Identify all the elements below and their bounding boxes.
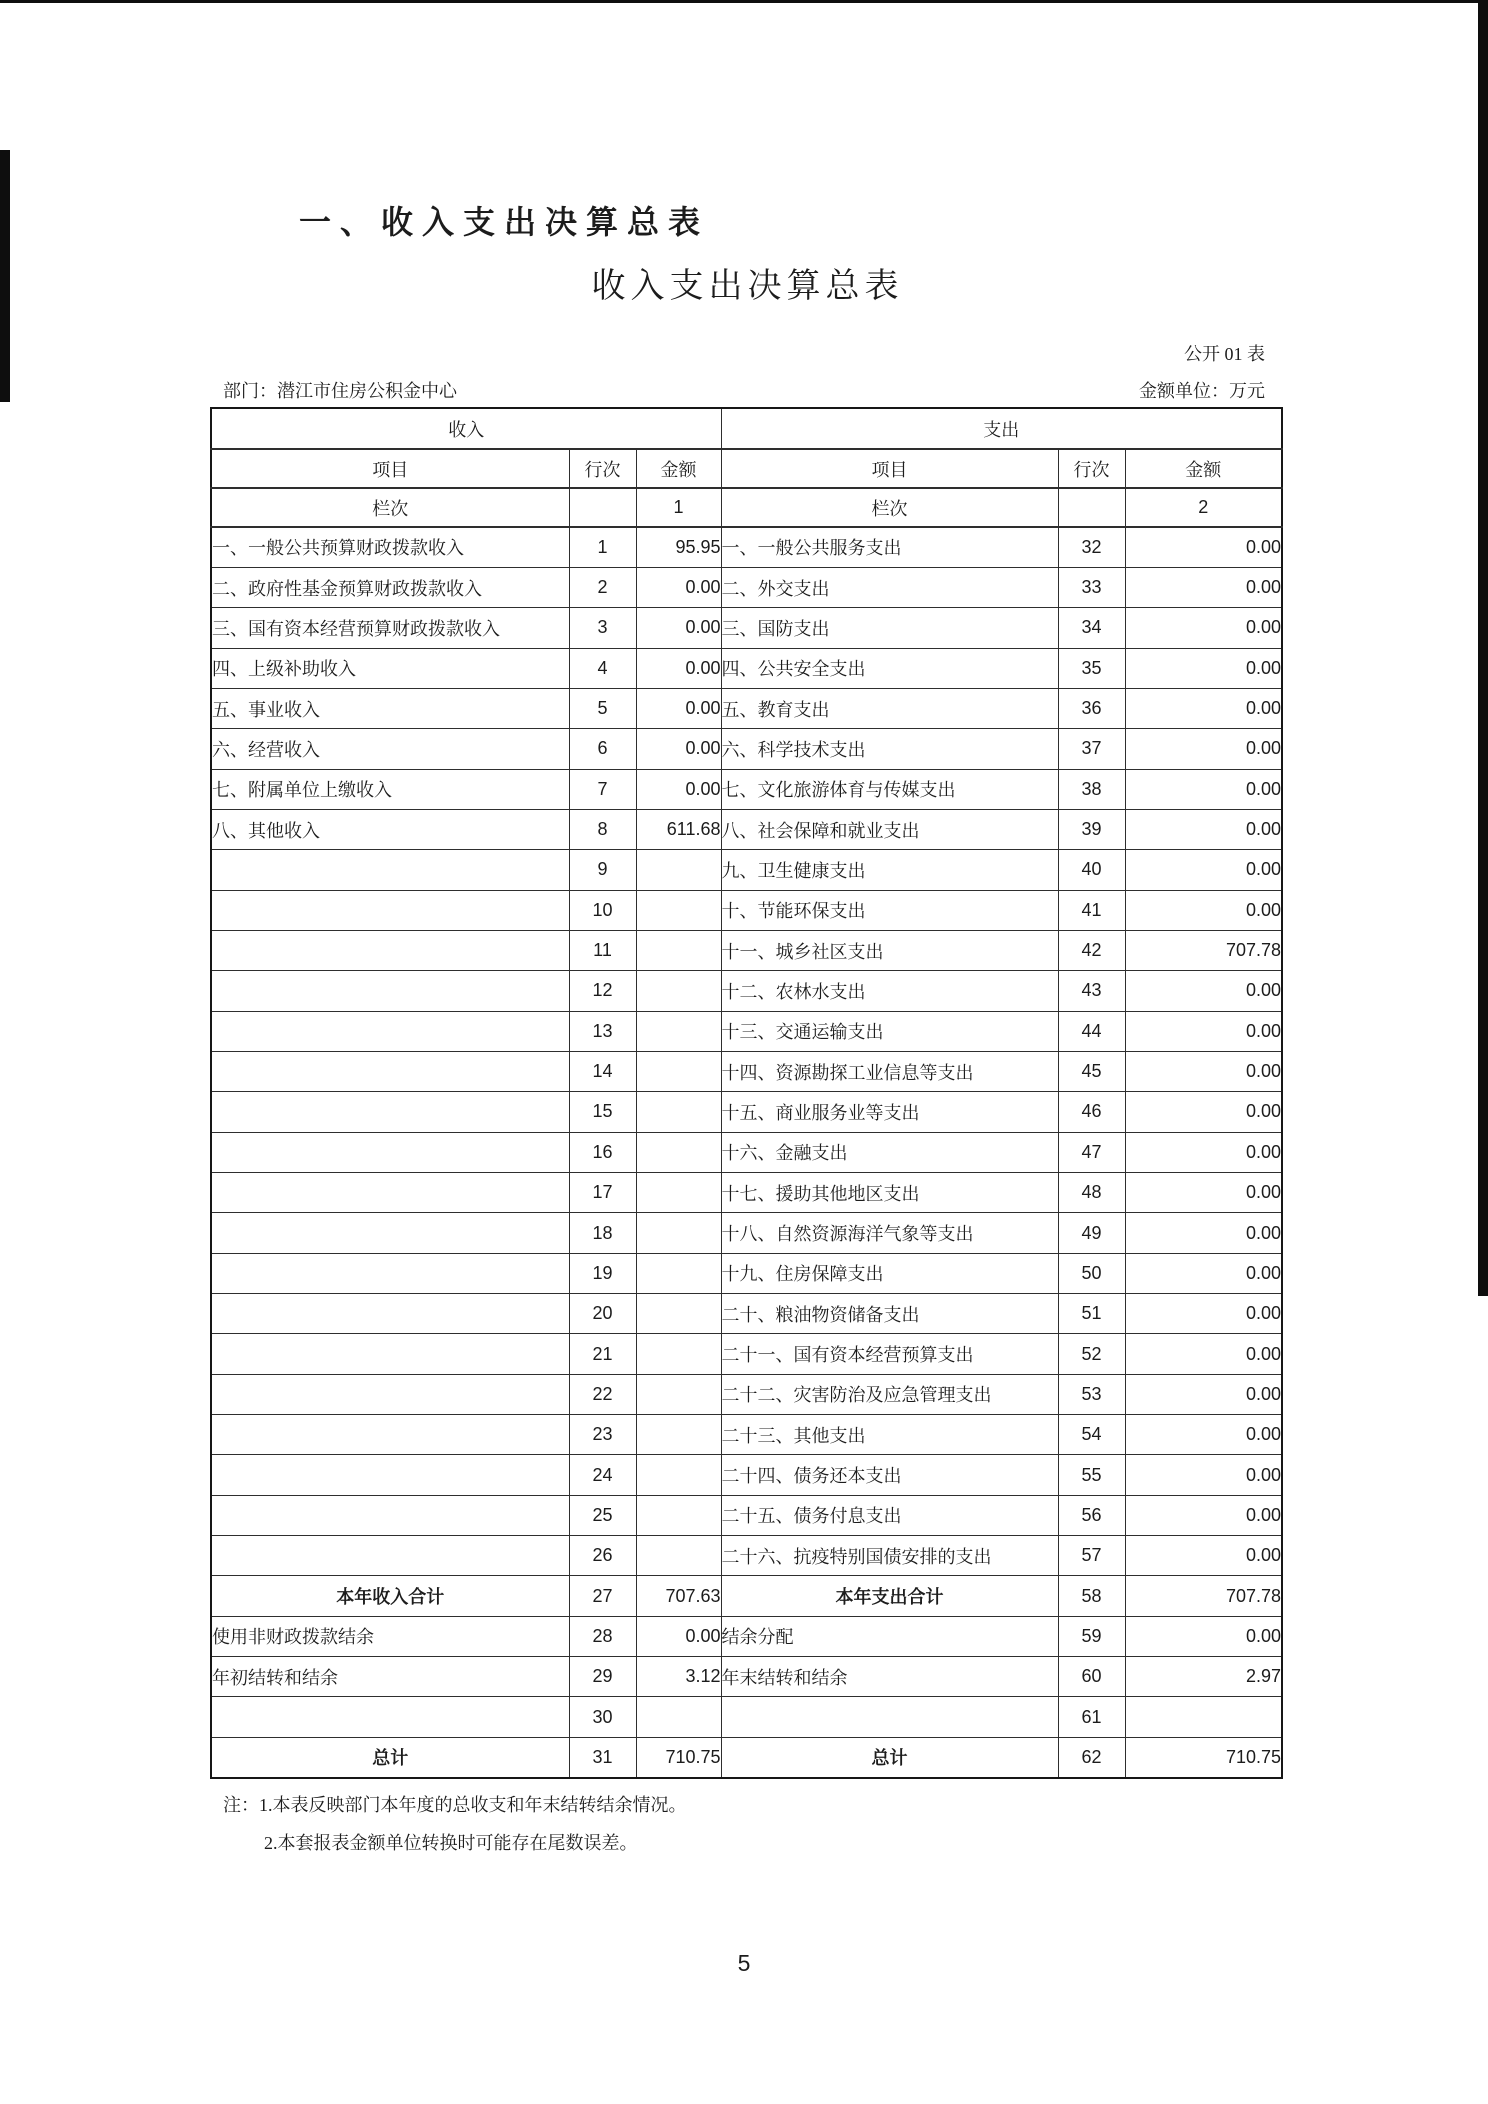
- expense-line-cell: 32: [1058, 527, 1125, 567]
- table-row: [211, 688, 1282, 728]
- expense-item-cell: 本年支出合计: [721, 1576, 1058, 1616]
- expense-line-cell: 52: [1058, 1334, 1125, 1374]
- expense-item-cell: 十九、住房保障支出: [721, 1253, 1058, 1293]
- expense-item-cell: 年末结转和结余: [721, 1657, 1058, 1697]
- income-line-cell: 29: [569, 1657, 636, 1697]
- expense-amount-cell: 707.78: [1125, 1576, 1282, 1616]
- income-line-cell: 20: [569, 1294, 636, 1334]
- table-row: [211, 1616, 1282, 1656]
- expense-item-cell: 八、社会保障和就业支出: [721, 809, 1058, 849]
- table-row: [211, 1051, 1282, 1091]
- expense-line-cell: 34: [1058, 608, 1125, 648]
- expense-amount-cell: 0.00: [1125, 850, 1282, 890]
- income-amount-cell: 0.00: [636, 729, 721, 769]
- income-lanci-blank: [569, 488, 636, 527]
- expense-amount-cell: 0.00: [1125, 1536, 1282, 1576]
- expense-amount-cell: 0.00: [1125, 890, 1282, 930]
- income-item-cell: [211, 890, 569, 930]
- expense-item-cell: 二十一、国有资本经营预算支出: [721, 1334, 1058, 1374]
- table-title: 收入支出决算总表: [591, 268, 904, 305]
- expense-item-cell: 十、节能环保支出: [721, 890, 1058, 930]
- expense-amount-cell: 0.00: [1125, 1173, 1282, 1213]
- income-item-cell: [211, 1051, 569, 1091]
- expense-col-index: 2: [1125, 488, 1282, 527]
- expense-amount-cell: 0.00: [1125, 648, 1282, 688]
- expense-line-cell: 41: [1058, 890, 1125, 930]
- expense-line-cell: 53: [1058, 1374, 1125, 1414]
- expense-amount-cell: 710.75: [1125, 1737, 1282, 1777]
- income-amount-cell: 0.00: [636, 567, 721, 607]
- table-row: [211, 1657, 1282, 1697]
- income-item-cell: 本年收入合计: [211, 1576, 569, 1616]
- income-item-cell: [211, 1536, 569, 1576]
- expense-item-cell: 二十六、抗疫特别国债安排的支出: [721, 1536, 1058, 1576]
- expense-line-cell: 40: [1058, 850, 1125, 890]
- expense-amount-cell: 0.00: [1125, 567, 1282, 607]
- table-row: [211, 1495, 1282, 1535]
- expense-item-cell: 十一、城乡社区支出: [721, 930, 1058, 970]
- income-item-cell: 使用非财政拨款结余: [211, 1616, 569, 1656]
- income-line-cell: 13: [569, 1011, 636, 1051]
- expense-amount-cell: 0.00: [1125, 1415, 1282, 1455]
- income-amount-cell: 707.63: [636, 1576, 721, 1616]
- expense-amount-cell: 0.00: [1125, 1253, 1282, 1293]
- income-item-cell: [211, 1415, 569, 1455]
- table-row: [211, 1536, 1282, 1576]
- expense-line-cell: 54: [1058, 1415, 1125, 1455]
- expense-line-cell: 38: [1058, 769, 1125, 809]
- income-item-cell: [211, 1011, 569, 1051]
- income-line-cell: 30: [569, 1697, 636, 1737]
- expense-amount-cell: 2.97: [1125, 1657, 1282, 1697]
- income-line-header: 行次: [569, 449, 636, 488]
- table-row: [211, 809, 1282, 849]
- income-amount-cell: 3.12: [636, 1657, 721, 1697]
- expense-item-cell: 五、教育支出: [721, 688, 1058, 728]
- expense-item-cell: 十三、交通运输支出: [721, 1011, 1058, 1051]
- income-amount-header: 金额: [636, 449, 721, 488]
- expense-item-cell: [721, 1697, 1058, 1737]
- table-body: [211, 408, 1282, 1778]
- section-header-row: [211, 408, 1282, 449]
- income-item-cell: 八、其他收入: [211, 809, 569, 849]
- expense-amount-cell: 0.00: [1125, 1092, 1282, 1132]
- expense-line-cell: 35: [1058, 648, 1125, 688]
- income-amount-cell: 0.00: [636, 769, 721, 809]
- expense-item-cell: 十五、商业服务业等支出: [721, 1092, 1058, 1132]
- expense-line-cell: 55: [1058, 1455, 1125, 1495]
- income-item-cell: 二、政府性基金预算财政拨款收入: [211, 567, 569, 607]
- expense-line-cell: 46: [1058, 1092, 1125, 1132]
- expense-line-cell: 61: [1058, 1697, 1125, 1737]
- table-row: [211, 930, 1282, 970]
- table-row: [211, 1415, 1282, 1455]
- income-line-cell: 19: [569, 1253, 636, 1293]
- budget-summary-table: [210, 407, 1283, 1779]
- income-item-cell: 七、附属单位上缴收入: [211, 769, 569, 809]
- expense-line-cell: 57: [1058, 1536, 1125, 1576]
- income-line-cell: 24: [569, 1455, 636, 1495]
- expense-line-cell: 36: [1058, 688, 1125, 728]
- table-row: [211, 1213, 1282, 1253]
- department-label: 部门：潜江市住房公积金中心: [223, 381, 457, 401]
- income-amount-cell: 95.95: [636, 527, 721, 567]
- expense-line-cell: 58: [1058, 1576, 1125, 1616]
- expense-amount-cell: 0.00: [1125, 527, 1282, 567]
- table-row: [211, 1092, 1282, 1132]
- income-amount-cell: 0.00: [636, 688, 721, 728]
- expense-item-header: 项目: [721, 449, 1058, 488]
- expense-line-cell: 39: [1058, 809, 1125, 849]
- expense-item-cell: 四、公共安全支出: [721, 648, 1058, 688]
- income-amount-cell: [636, 1011, 721, 1051]
- expense-amount-cell: 0.00: [1125, 1294, 1282, 1334]
- income-amount-cell: [636, 1495, 721, 1535]
- expense-line-header: 行次: [1058, 449, 1125, 488]
- income-line-cell: 15: [569, 1092, 636, 1132]
- income-section-header: 收入: [211, 408, 721, 449]
- income-amount-cell: [636, 890, 721, 930]
- expense-amount-cell: 0.00: [1125, 769, 1282, 809]
- income-line-cell: 23: [569, 1415, 636, 1455]
- expense-item-cell: 二十二、灾害防治及应急管理支出: [721, 1374, 1058, 1414]
- income-line-cell: 16: [569, 1132, 636, 1172]
- income-amount-cell: [636, 1455, 721, 1495]
- table-row: [211, 1253, 1282, 1293]
- income-line-cell: 11: [569, 930, 636, 970]
- income-item-cell: [211, 1173, 569, 1213]
- income-line-cell: 22: [569, 1374, 636, 1414]
- expense-amount-header: 金额: [1125, 449, 1282, 488]
- income-item-cell: 六、经营收入: [211, 729, 569, 769]
- table-row: [211, 1011, 1282, 1051]
- expense-lanci-blank: [1058, 488, 1125, 527]
- expense-line-cell: 43: [1058, 971, 1125, 1011]
- expense-line-cell: 56: [1058, 1495, 1125, 1535]
- income-item-header: 项目: [211, 449, 569, 488]
- expense-line-cell: 47: [1058, 1132, 1125, 1172]
- income-amount-cell: 0.00: [636, 648, 721, 688]
- scan-artifact-right-edge: [1478, 0, 1488, 1296]
- income-line-cell: 4: [569, 648, 636, 688]
- expense-line-cell: 33: [1058, 567, 1125, 607]
- expense-line-cell: 42: [1058, 930, 1125, 970]
- table-row: [211, 729, 1282, 769]
- expense-amount-cell: 0.00: [1125, 1334, 1282, 1374]
- income-amount-cell: [636, 1213, 721, 1253]
- expense-item-cell: 十二、农林水支出: [721, 971, 1058, 1011]
- expense-amount-cell: 0.00: [1125, 1616, 1282, 1656]
- expense-line-cell: 60: [1058, 1657, 1125, 1697]
- income-item-cell: [211, 850, 569, 890]
- amount-unit-label: 金额单位：万元: [1139, 381, 1265, 401]
- expense-item-cell: 三、国防支出: [721, 608, 1058, 648]
- expense-item-cell: 一、一般公共服务支出: [721, 527, 1058, 567]
- income-line-cell: 3: [569, 608, 636, 648]
- expense-amount-cell: 0.00: [1125, 729, 1282, 769]
- income-line-cell: 31: [569, 1737, 636, 1777]
- income-item-cell: [211, 1294, 569, 1334]
- expense-line-cell: 37: [1058, 729, 1125, 769]
- table-row: [211, 1334, 1282, 1374]
- income-item-cell: [211, 1697, 569, 1737]
- expense-item-cell: 十八、自然资源海洋气象等支出: [721, 1213, 1058, 1253]
- income-item-cell: [211, 971, 569, 1011]
- expense-lanci-label: 栏次: [721, 488, 1058, 527]
- income-line-cell: 26: [569, 1536, 636, 1576]
- income-lanci-label: 栏次: [211, 488, 569, 527]
- income-line-cell: 12: [569, 971, 636, 1011]
- table-meta-row: [212, 377, 1283, 403]
- income-amount-cell: [636, 930, 721, 970]
- expense-amount-cell: 0.00: [1125, 608, 1282, 648]
- table-row: [211, 850, 1282, 890]
- income-line-cell: 25: [569, 1495, 636, 1535]
- table-row: [211, 1132, 1282, 1172]
- expense-amount-cell: [1125, 1697, 1282, 1737]
- table-row: [211, 971, 1282, 1011]
- table-row: [211, 1455, 1282, 1495]
- table-row: [211, 608, 1282, 648]
- expense-amount-cell: 0.00: [1125, 1132, 1282, 1172]
- table-row: [211, 527, 1282, 567]
- expense-item-cell: 二十三、其他支出: [721, 1415, 1058, 1455]
- income-line-cell: 21: [569, 1334, 636, 1374]
- income-item-cell: [211, 1455, 569, 1495]
- expense-amount-cell: 0.00: [1125, 1213, 1282, 1253]
- expense-item-cell: 总计: [721, 1737, 1058, 1777]
- table-row: [211, 1576, 1282, 1616]
- income-col-index: 1: [636, 488, 721, 527]
- income-line-cell: 7: [569, 769, 636, 809]
- section-heading: 一、收入支出决算总表: [299, 204, 710, 240]
- expense-line-cell: 51: [1058, 1294, 1125, 1334]
- income-line-cell: 18: [569, 1213, 636, 1253]
- expense-item-cell: 十六、金融支出: [721, 1132, 1058, 1172]
- table-row: [211, 1374, 1282, 1414]
- income-amount-cell: [636, 1697, 721, 1737]
- income-amount-cell: [636, 1173, 721, 1213]
- expense-item-cell: 二十、粮油物资储备支出: [721, 1294, 1058, 1334]
- income-amount-cell: [636, 1051, 721, 1091]
- income-amount-cell: [636, 1374, 721, 1414]
- expense-amount-cell: 707.78: [1125, 930, 1282, 970]
- expense-item-cell: 二、外交支出: [721, 567, 1058, 607]
- income-amount-cell: [636, 1415, 721, 1455]
- expense-item-cell: 九、卫生健康支出: [721, 850, 1058, 890]
- expense-amount-cell: 0.00: [1125, 1495, 1282, 1535]
- income-line-cell: 27: [569, 1576, 636, 1616]
- expense-amount-cell: 0.00: [1125, 1455, 1282, 1495]
- expense-line-cell: 62: [1058, 1737, 1125, 1777]
- income-amount-cell: [636, 1132, 721, 1172]
- expense-amount-cell: 0.00: [1125, 809, 1282, 849]
- expense-line-cell: 49: [1058, 1213, 1125, 1253]
- expense-amount-cell: 0.00: [1125, 688, 1282, 728]
- column-header-row: [211, 449, 1282, 488]
- expense-item-cell: 二十五、债务付息支出: [721, 1495, 1058, 1535]
- footnote-1: 注：1.本表反映部门本年度的总收支和年末结转结余情况。: [223, 1795, 687, 1815]
- expense-amount-cell: 0.00: [1125, 1011, 1282, 1051]
- income-amount-cell: 0.00: [636, 1616, 721, 1656]
- income-item-cell: 总计: [211, 1737, 569, 1777]
- table-code: 公开 01 表: [1184, 344, 1265, 364]
- expense-item-cell: 七、文化旅游体育与传媒支出: [721, 769, 1058, 809]
- expense-line-cell: 59: [1058, 1616, 1125, 1656]
- table-row: [211, 1294, 1282, 1334]
- income-item-cell: [211, 1092, 569, 1132]
- expense-item-cell: 十七、援助其他地区支出: [721, 1173, 1058, 1213]
- table-row: [211, 567, 1282, 607]
- income-amount-cell: [636, 850, 721, 890]
- expense-item-cell: 十四、资源勘探工业信息等支出: [721, 1051, 1058, 1091]
- expense-amount-cell: 0.00: [1125, 971, 1282, 1011]
- income-line-cell: 5: [569, 688, 636, 728]
- expense-amount-cell: 0.00: [1125, 1374, 1282, 1414]
- income-line-cell: 14: [569, 1051, 636, 1091]
- page-number: 5: [737, 1950, 751, 1976]
- income-amount-cell: 710.75: [636, 1737, 721, 1777]
- income-line-cell: 10: [569, 890, 636, 930]
- expense-line-cell: 45: [1058, 1051, 1125, 1091]
- income-amount-cell: [636, 1536, 721, 1576]
- expense-item-cell: 结余分配: [721, 1616, 1058, 1656]
- expense-item-cell: 六、科学技术支出: [721, 729, 1058, 769]
- table-row: [211, 1737, 1282, 1777]
- expense-amount-cell: 0.00: [1125, 1051, 1282, 1091]
- income-item-cell: [211, 1495, 569, 1535]
- income-line-cell: 8: [569, 809, 636, 849]
- expense-line-cell: 48: [1058, 1173, 1125, 1213]
- income-line-cell: 1: [569, 527, 636, 567]
- income-amount-cell: [636, 1253, 721, 1293]
- expense-line-cell: 50: [1058, 1253, 1125, 1293]
- income-line-cell: 2: [569, 567, 636, 607]
- income-item-cell: 年初结转和结余: [211, 1657, 569, 1697]
- income-amount-cell: 0.00: [636, 608, 721, 648]
- income-item-cell: [211, 1213, 569, 1253]
- income-item-cell: [211, 1253, 569, 1293]
- income-item-cell: [211, 1334, 569, 1374]
- income-line-cell: 17: [569, 1173, 636, 1213]
- expense-line-cell: 44: [1058, 1011, 1125, 1051]
- table-row: [211, 890, 1282, 930]
- table-row: [211, 1173, 1282, 1213]
- income-line-cell: 28: [569, 1616, 636, 1656]
- scan-artifact-top-edge: [0, 0, 1488, 3]
- table-row: [211, 1697, 1282, 1737]
- expense-item-cell: 二十四、债务还本支出: [721, 1455, 1058, 1495]
- income-amount-cell: [636, 1294, 721, 1334]
- table-row: [211, 648, 1282, 688]
- income-item-cell: [211, 930, 569, 970]
- income-item-cell: 五、事业收入: [211, 688, 569, 728]
- income-item-cell: 四、上级补助收入: [211, 648, 569, 688]
- income-line-cell: 6: [569, 729, 636, 769]
- footnote-2: 2.本套报表金额单位转换时可能存在尾数误差。: [264, 1833, 638, 1853]
- income-amount-cell: 611.68: [636, 809, 721, 849]
- scan-artifact-left-edge: [0, 150, 10, 402]
- table-row: [211, 769, 1282, 809]
- column-index-row: [211, 488, 1282, 527]
- income-amount-cell: [636, 1092, 721, 1132]
- expense-section-header: 支出: [721, 408, 1282, 449]
- income-line-cell: 9: [569, 850, 636, 890]
- income-item-cell: 一、一般公共预算财政拨款收入: [211, 527, 569, 567]
- income-item-cell: [211, 1132, 569, 1172]
- income-amount-cell: [636, 971, 721, 1011]
- income-amount-cell: [636, 1334, 721, 1374]
- income-item-cell: 三、国有资本经营预算财政拨款收入: [211, 608, 569, 648]
- income-item-cell: [211, 1374, 569, 1414]
